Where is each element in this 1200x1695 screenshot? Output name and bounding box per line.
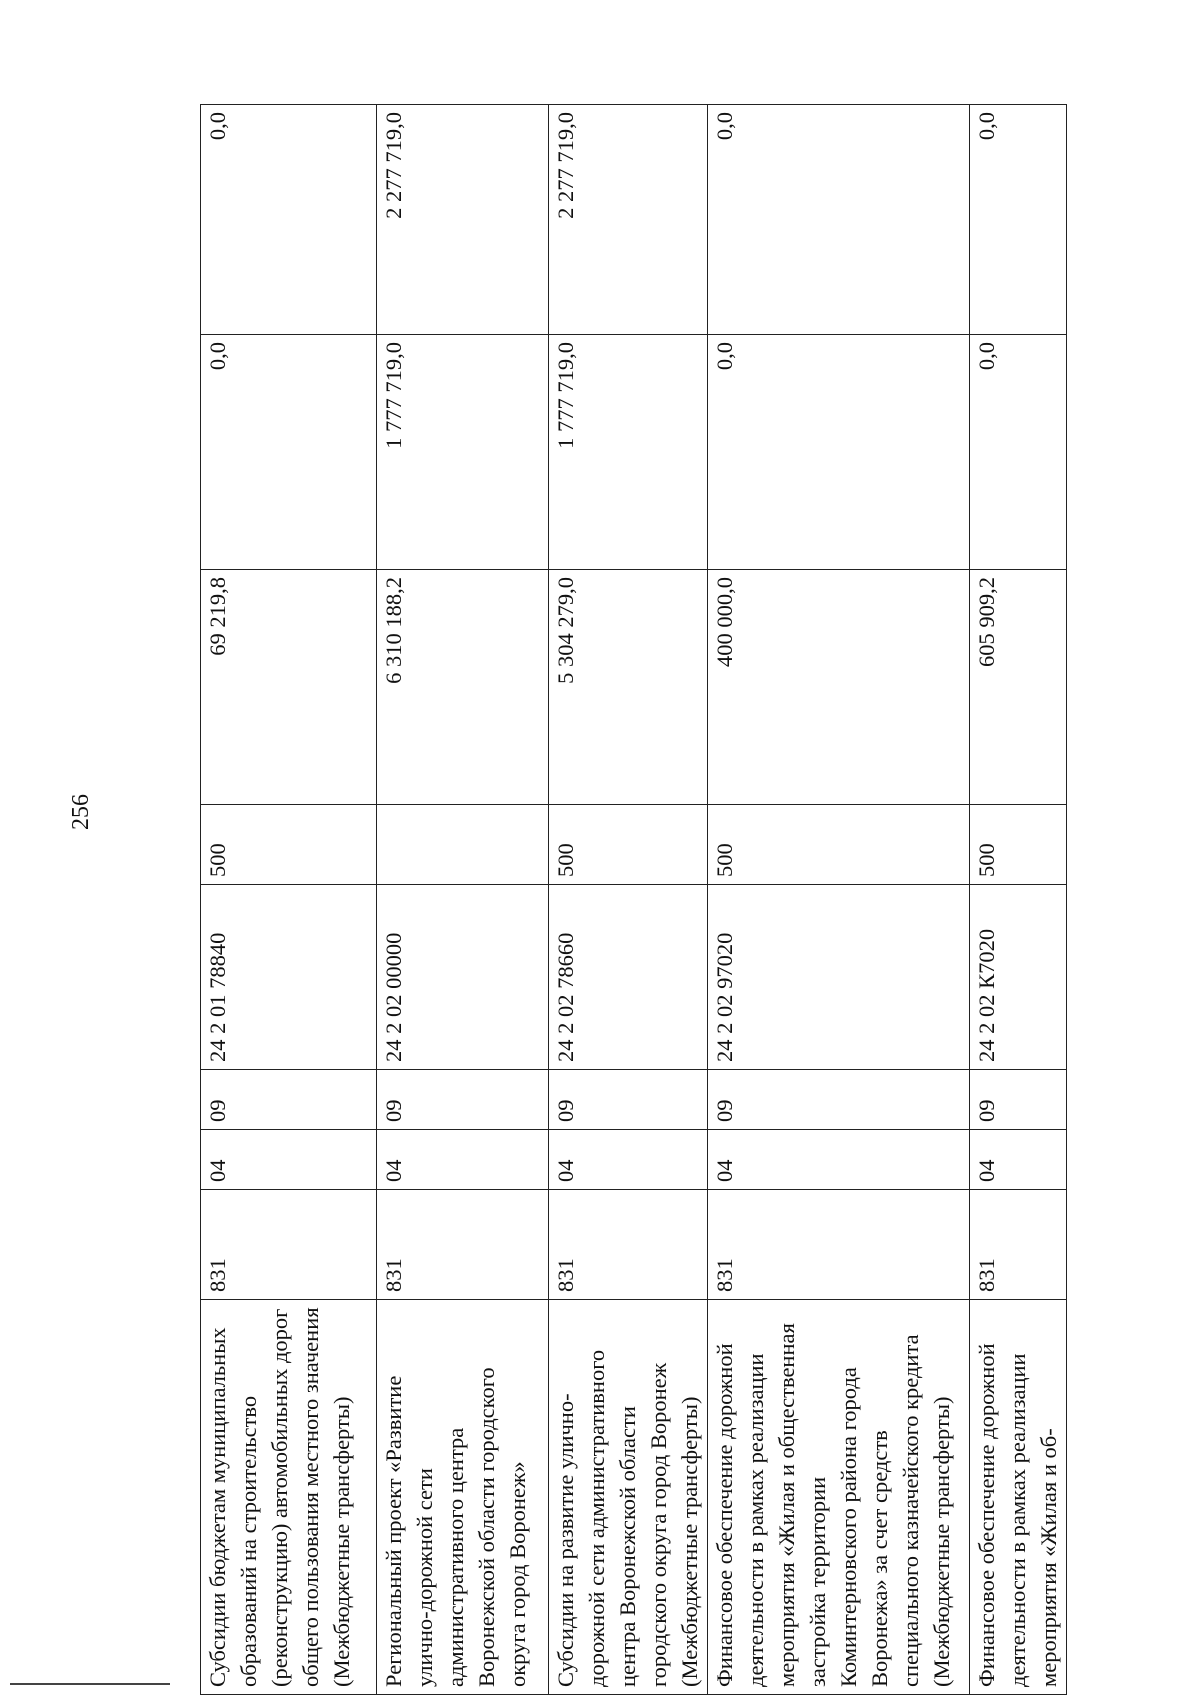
cell-sum-1: 605 909,2 <box>970 570 1067 805</box>
cell-csr: 24 2 01 78840 <box>201 885 377 1070</box>
cell-sum-3: 0,0 <box>201 105 377 335</box>
cell-name: Региональный проект «Развитие улично-дорожной сети административного центра Воронежской области городского округа город Воронеж» <box>377 1300 549 1695</box>
cell-rz: 04 <box>708 1130 970 1190</box>
cell-name: Субсидии бюджетам муниципальных образований на строительство (реконструкцию) автомобильных дорог общего пользования местного значения (Межбюджетные трансферты) <box>201 1300 377 1695</box>
cell-pr: 09 <box>549 1070 708 1130</box>
cell-name: Финансовое обеспечение дорожной деятельности в рамках реализации мероприятия «Жилая и об- <box>970 1300 1067 1695</box>
cell-pr: 09 <box>970 1070 1067 1130</box>
cell-csr: 24 2 02 К7020 <box>970 885 1067 1070</box>
cell-rz: 04 <box>201 1130 377 1190</box>
cell-sum-1: 5 304 279,0 <box>549 570 708 805</box>
cell-vr: 500 <box>708 805 970 885</box>
table-row <box>970 105 1067 1695</box>
cell-rz: 04 <box>549 1130 708 1190</box>
cell-sum-3: 2 277 719,0 <box>377 105 549 335</box>
cell-vr: 500 <box>970 805 1067 885</box>
cell-grbs: 831 <box>970 1190 1067 1300</box>
table-row <box>377 105 549 1695</box>
cell-sum-2: 0,0 <box>201 335 377 570</box>
cell-grbs: 831 <box>201 1190 377 1300</box>
cell-vr: 500 <box>549 805 708 885</box>
cell-sum-3: 2 277 719,0 <box>549 105 708 335</box>
cell-csr: 24 2 02 97020 <box>708 885 970 1070</box>
table-row <box>549 105 708 1695</box>
budget-table <box>200 104 1067 1695</box>
cell-vr <box>377 805 549 885</box>
cell-sum-2: 1 777 719,0 <box>377 335 549 570</box>
cell-name: Субсидии на развитие улично-дорожной сети административного центра Воронежской области городского округа город Воронеж (Межбюджетные трансферты) <box>549 1300 708 1695</box>
cell-csr: 24 2 02 00000 <box>377 885 549 1070</box>
cell-sum-3: 0,0 <box>970 105 1067 335</box>
cell-name: Финансовое обеспечение дорожной деятельности в рамках реализации мероприятия «Жилая и общественная застройка территории Коминтерновского района города Воронежа» за счет средств специального казначейского кредита (Межбюджетные трансферты) <box>708 1300 970 1695</box>
cell-pr: 09 <box>201 1070 377 1130</box>
cell-sum-2: 1 777 719,0 <box>549 335 708 570</box>
cell-vr: 500 <box>201 805 377 885</box>
cell-sum-2: 0,0 <box>708 335 970 570</box>
cell-pr: 09 <box>708 1070 970 1130</box>
page-number: 256 <box>68 794 94 830</box>
cell-sum-2: 0,0 <box>970 335 1067 570</box>
cell-rz: 04 <box>377 1130 549 1190</box>
cell-sum-1: 6 310 188,2 <box>377 570 549 805</box>
table-row <box>201 105 377 1695</box>
table-row <box>708 105 970 1695</box>
cell-rz: 04 <box>970 1130 1067 1190</box>
cell-sum-3: 0,0 <box>708 105 970 335</box>
scan-edge-line <box>10 1683 170 1685</box>
cell-grbs: 831 <box>708 1190 970 1300</box>
cell-sum-1: 400 000,0 <box>708 570 970 805</box>
cell-grbs: 831 <box>377 1190 549 1300</box>
cell-sum-1: 69 219,8 <box>201 570 377 805</box>
budget-table-rotated <box>200 105 1061 1695</box>
cell-grbs: 831 <box>549 1190 708 1300</box>
cell-csr: 24 2 02 78660 <box>549 885 708 1070</box>
cell-pr: 09 <box>377 1070 549 1130</box>
